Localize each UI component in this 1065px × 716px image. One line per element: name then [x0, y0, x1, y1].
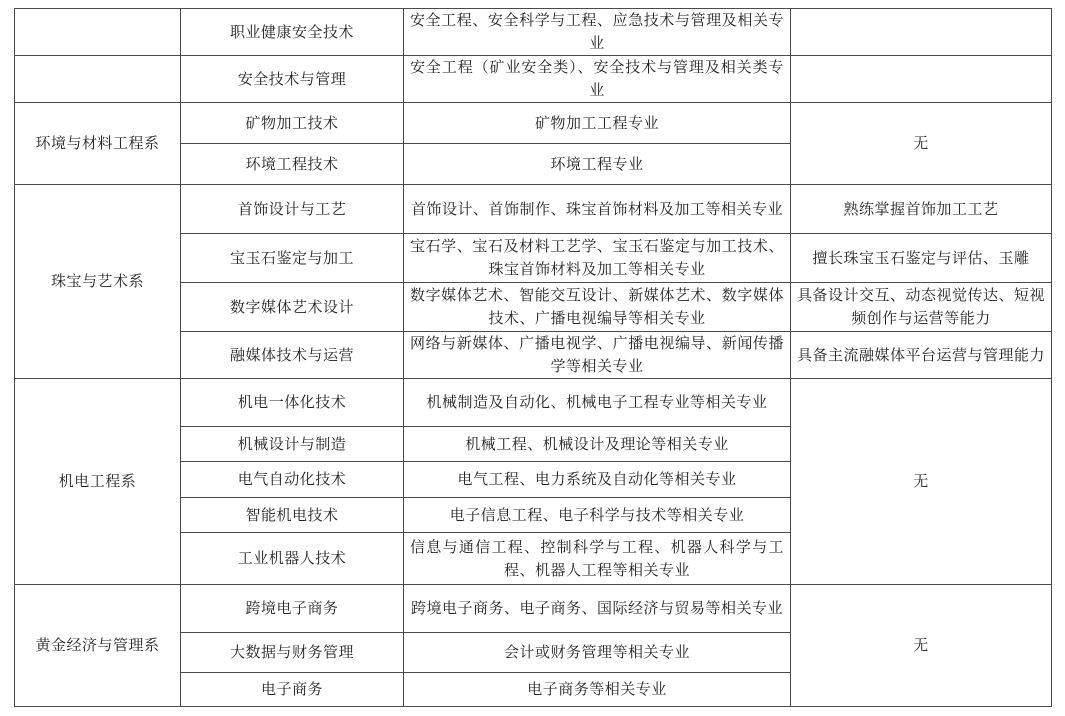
requirement-cell: 会计或财务管理等相关专业: [404, 633, 791, 673]
requirement-cell: 数字媒体艺术、智能交互设计、新媒体艺术、数字媒体技术、广播电视编导等相关专业: [404, 283, 791, 332]
major-cell: 数字媒体艺术设计: [181, 283, 404, 332]
other-cell: 无: [791, 585, 1052, 707]
requirement-cell: 宝石学、宝石及材料工艺学、宝玉石鉴定与加工技术、珠宝首饰材料及加工等相关专业: [404, 234, 791, 283]
requirement-cell: 首饰设计、首饰制作、珠宝首饰材料及加工等相关专业: [404, 185, 791, 234]
table-row: [15, 103, 1052, 144]
major-cell: 首饰设计与工艺: [181, 185, 404, 234]
major-cell: 工业机器人技术: [181, 533, 404, 585]
major-cell: 机械设计与制造: [181, 427, 404, 462]
requirement-cell: 电子商务等相关专业: [404, 673, 791, 707]
requirement-cell: 电气工程、电力系统及自动化等相关专业: [404, 462, 791, 498]
major-cell: 电子商务: [181, 673, 404, 707]
dept-cell-continued: [15, 9, 181, 56]
requirement-cell: 电子信息工程、电子科学与技术等相关专业: [404, 498, 791, 533]
major-cell: 融媒体技术与运营: [181, 332, 404, 379]
major-cell: 职业健康安全技术: [181, 9, 404, 56]
table-row: [15, 379, 1052, 427]
table-row: [15, 585, 1052, 633]
table-row: [15, 185, 1052, 234]
major-cell: 电气自动化技术: [181, 462, 404, 498]
requirement-cell: 跨境电子商务、电子商务、国际经济与贸易等相关专业: [404, 585, 791, 633]
other-cell: [791, 56, 1052, 103]
other-cell: 无: [791, 103, 1052, 185]
requirement-cell: 环境工程专业: [404, 144, 791, 185]
major-cell: 矿物加工技术: [181, 103, 404, 144]
requirement-cell: 安全工程、安全科学与工程、应急技术与管理及相关专业: [404, 9, 791, 56]
major-cell: 智能机电技术: [181, 498, 404, 533]
requirement-cell: 矿物加工工程专业: [404, 103, 791, 144]
major-cell: 宝玉石鉴定与加工: [181, 234, 404, 283]
table-row: [15, 9, 1052, 56]
dept-cell: 机电工程系: [15, 379, 181, 585]
requirement-cell: 安全工程（矿业安全类）、安全技术与管理及相关类专业: [404, 56, 791, 103]
other-cell: 擅长珠宝玉石鉴定与评估、玉雕: [791, 234, 1052, 283]
dept-cell: 环境与材料工程系: [15, 103, 181, 185]
other-cell: 具备设计交互、动态视觉传达、短视频创作与运营等能力: [791, 283, 1052, 332]
dept-cell-continued: [15, 56, 181, 103]
dept-cell: 珠宝与艺术系: [15, 185, 181, 379]
requirement-cell: 机械制造及自动化、机械电子工程专业等相关专业: [404, 379, 791, 427]
other-cell: [791, 9, 1052, 56]
table-row: [15, 56, 1052, 103]
requirement-cell: 网络与新媒体、广播电视学、广播电视编导、新闻传播学等相关专业: [404, 332, 791, 379]
major-cell: 大数据与财务管理: [181, 633, 404, 673]
dept-cell: 黄金经济与管理系: [15, 585, 181, 707]
recruitment-table: [14, 8, 1052, 707]
other-cell: 具备主流融媒体平台运营与管理能力: [791, 332, 1052, 379]
major-cell: 环境工程技术: [181, 144, 404, 185]
other-cell: 熟练掌握首饰加工工艺: [791, 185, 1052, 234]
major-cell: 安全技术与管理: [181, 56, 404, 103]
requirement-cell: 机械工程、机械设计及理论等相关专业: [404, 427, 791, 462]
major-cell: 跨境电子商务: [181, 585, 404, 633]
requirement-cell: 信息与通信工程、控制科学与工程、机器人科学与工程、机器人工程等相关专业: [404, 533, 791, 585]
major-cell: 机电一体化技术: [181, 379, 404, 427]
other-cell: 无: [791, 379, 1052, 585]
